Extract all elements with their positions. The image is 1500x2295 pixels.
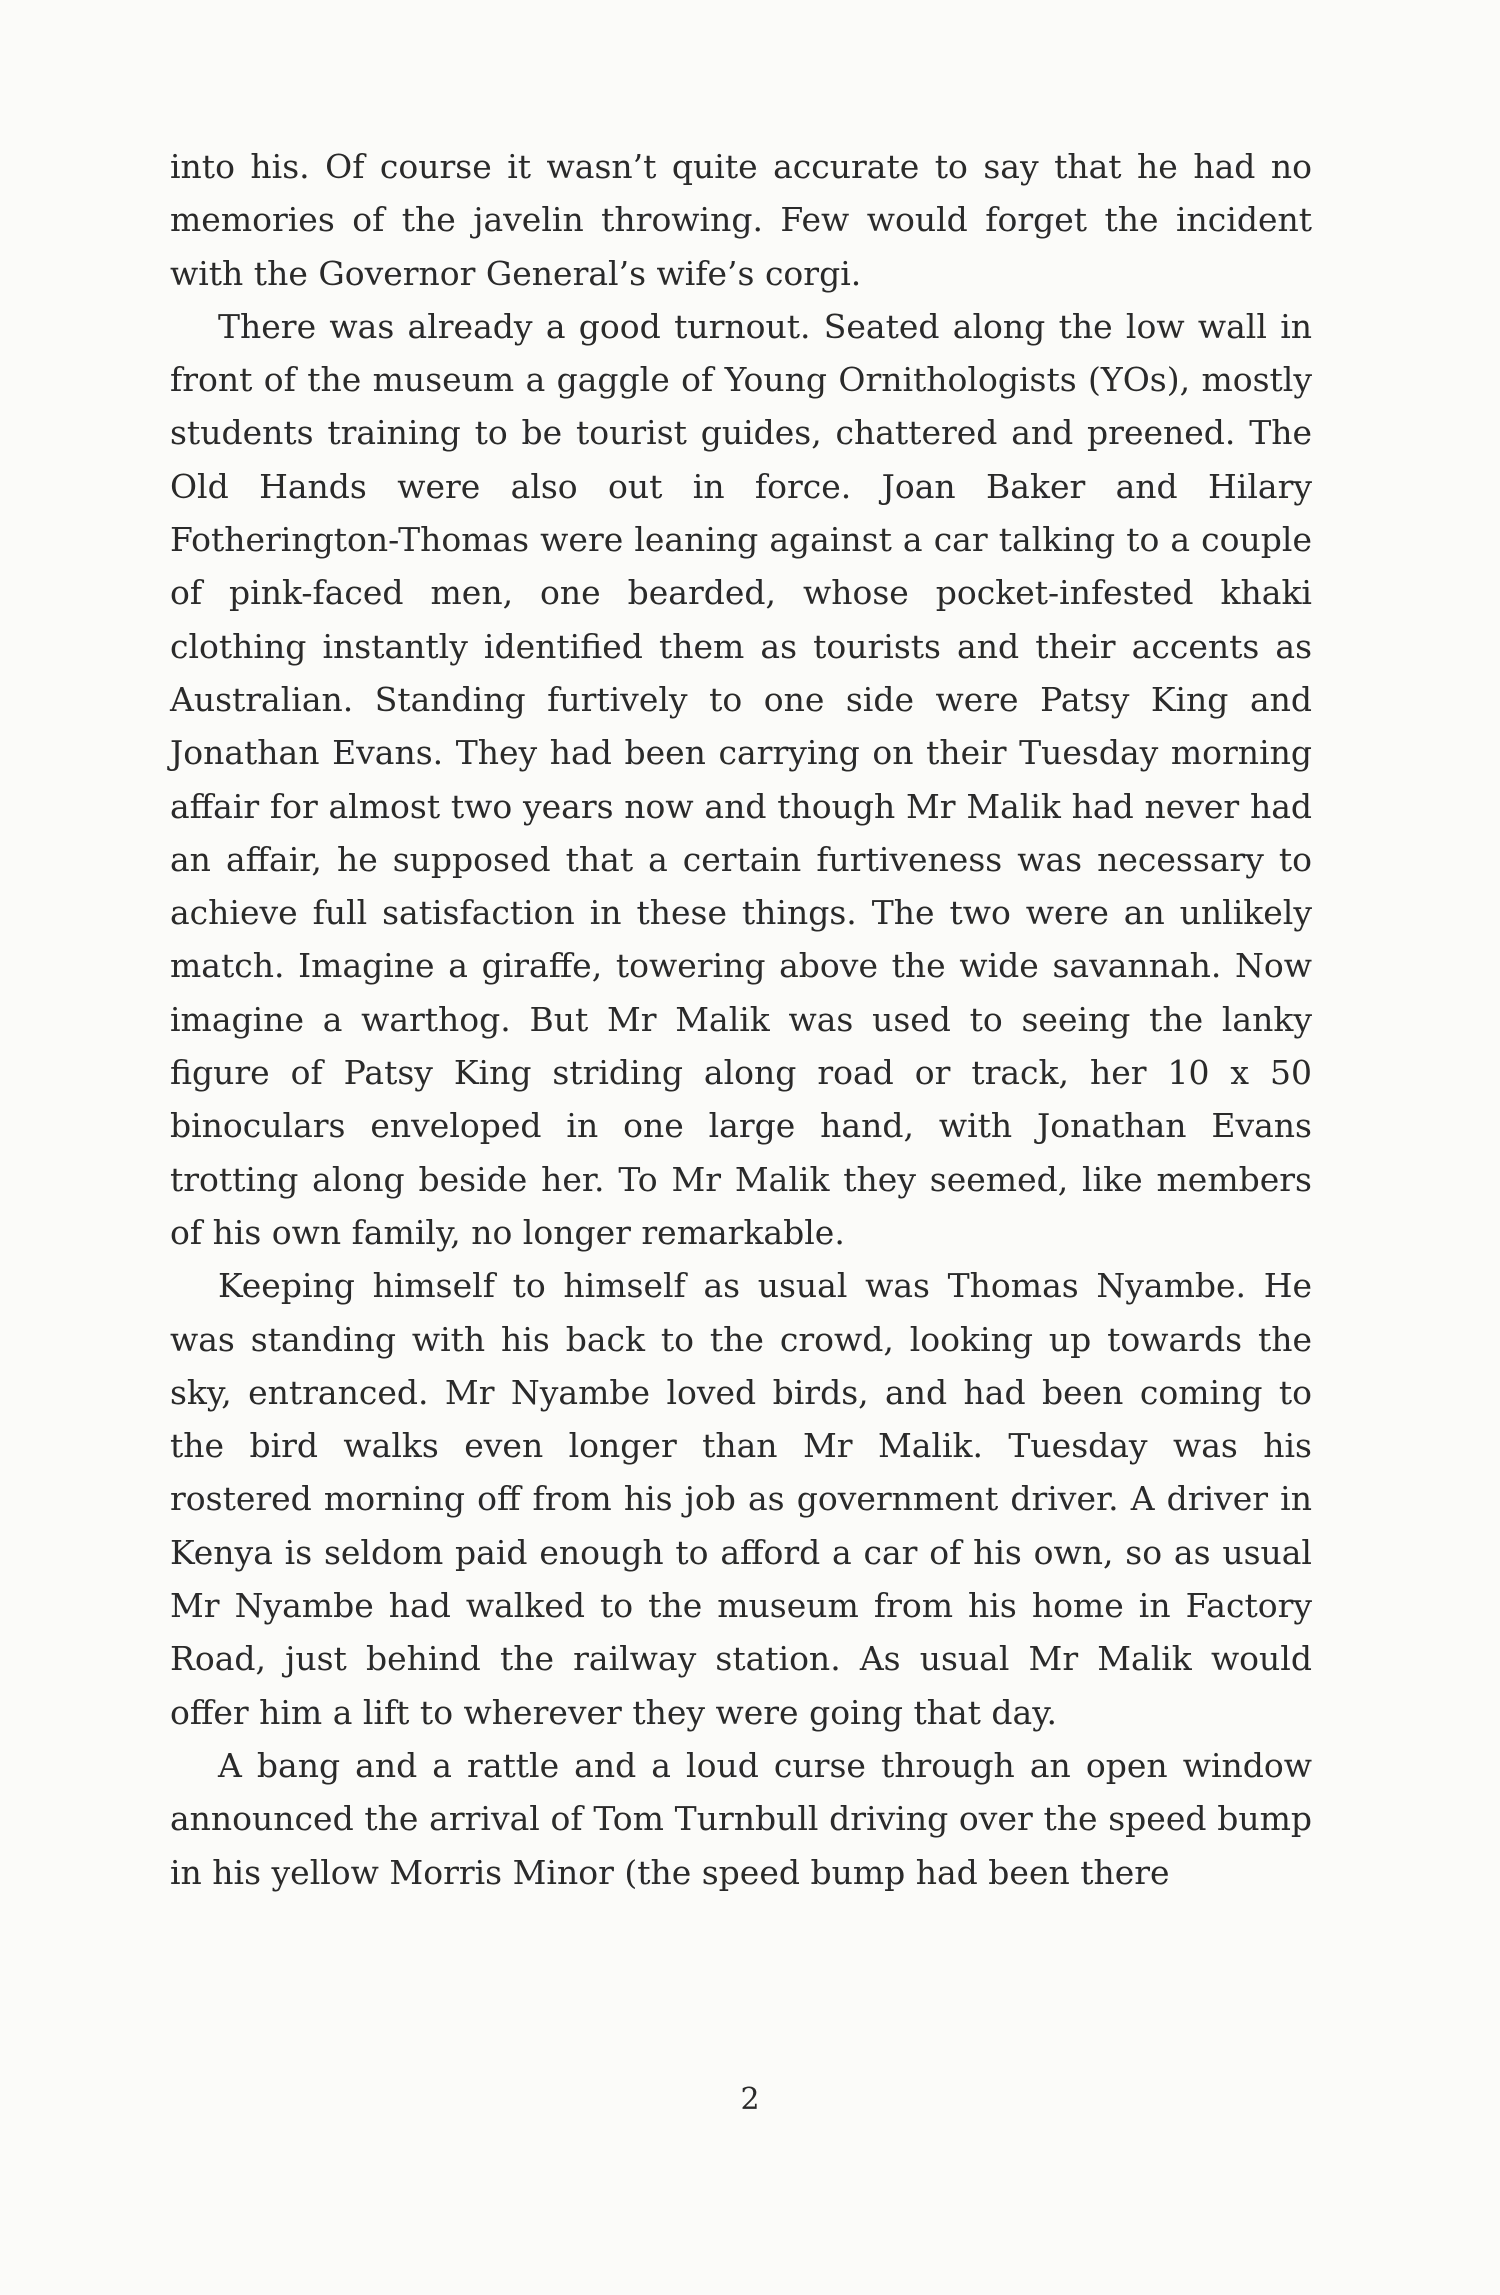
paragraph-4: A bang and a rattle and a loud curse through an open window announced the arrival of Tom Turnbull driving over the speed bump in his yellow Morris Minor (the speed bump had been there — [170, 1745, 1312, 1892]
paragraph-3: Keeping himself to himself as usual was Thomas Nyambe. He was standing with his back to the crowd, looking up towards the sky, entranced. Mr Nyambe loved birds, and had been coming to the bird walks even longer than Mr Malik. Tuesday was his rostered morning off from his job as government driver. A driver in Kenya is seldom paid enough to afford a car of his own, so as usual Mr Nyambe had walked to the museum from his home in Factory Road, just behind the railway station. As usual Mr Malik would offer him a lift to wherever they were going that day. — [170, 1266, 1312, 1732]
body-text — [170, 140, 1312, 1899]
paragraph-2: There was already a good turnout. Seated along the low wall in front of the museum a gaggle of Young Ornithologists (YOs), mostly students training to be tourist guides, chattered and preened. The Old Hands were also out in force. Joan Baker and Hilary Fotherington-Thomas were leaning against a car talking to a couple of pink-faced men, one bearded, whose pocket-infested khaki clothing instantly identified them as tourists and their accents as Australian. Standing furtively to one side were Patsy King and Jonathan Evans. They had been carrying on their Tuesday morning affair for almost two years now and though Mr Malik had never had an affair, he supposed that a certain furtiveness was necessary to achieve full satisfaction in these things. The two were an unlikely match. Imagine a giraffe, towering above the wide savannah. Now imagine a warthog. But Mr Malik was used to seeing the lanky figure of Patsy King striding along road or track, her 10 x 50 binoculars enveloped in one large hand, with Jonathan Evans trotting along beside her. To Mr Malik they seemed, like members of his own family, no longer remarkable. — [170, 306, 1312, 1252]
paragraph-1: into his. Of course it wasn’t quite accurate to say that he had no memories of the javelin throwing. Few would forget the incident with the Governor General’s wife’s corgi. — [170, 147, 1312, 293]
page-number: 2 — [740, 2082, 760, 2117]
